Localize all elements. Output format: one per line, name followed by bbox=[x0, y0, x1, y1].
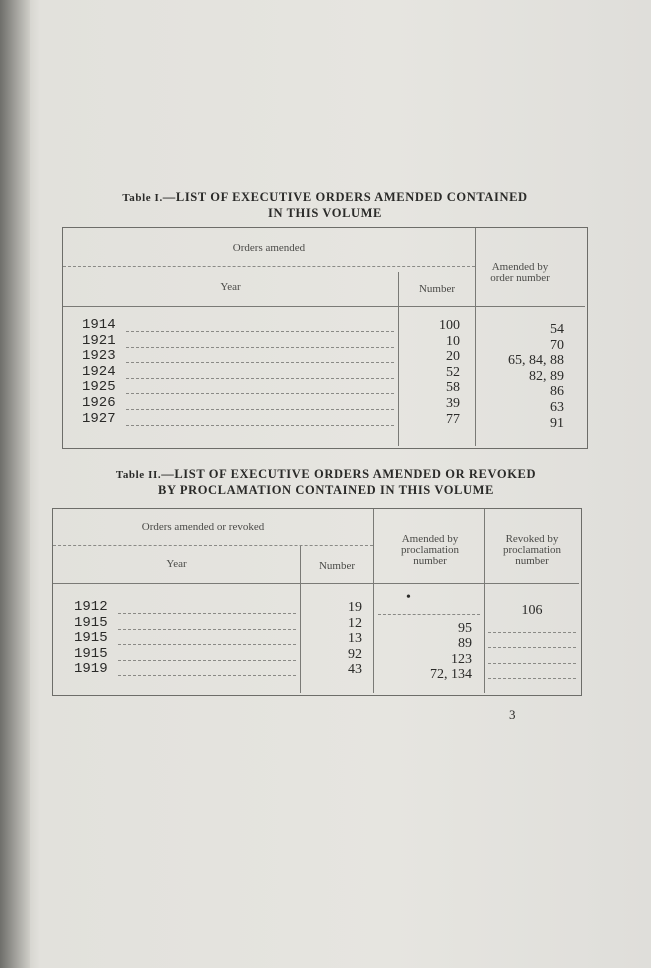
table2-amended-leader bbox=[378, 614, 480, 615]
table1-group-rule bbox=[63, 266, 475, 267]
table1-year-cell: 1924 bbox=[82, 363, 116, 380]
table2-number-cell: 12 bbox=[348, 615, 362, 631]
table2-year-cell: 1915 bbox=[74, 630, 108, 646]
table2-group-header: Orders amended or revoked bbox=[141, 521, 265, 533]
table2-col-amended: Amended by proclamation number bbox=[400, 533, 460, 567]
table2-amended-cell: 89 bbox=[458, 636, 472, 651]
table1-title-line1: —LIST OF EXECUTIVE ORDERS AMENDED CONTAINED bbox=[162, 190, 528, 204]
table2-vline-revoked bbox=[484, 509, 485, 693]
table1-amended-cell: 54 bbox=[550, 322, 564, 337]
table2-year-cell: 1912 bbox=[74, 599, 108, 615]
table2-number-cell: 13 bbox=[348, 631, 362, 646]
table1-header-rule bbox=[63, 306, 585, 307]
table2-leader bbox=[118, 613, 296, 614]
table2-number-cell: 43 bbox=[348, 662, 362, 677]
table1-col-year: Year bbox=[220, 281, 241, 293]
table1-number-cell: 77 bbox=[446, 411, 460, 427]
table1-leader bbox=[126, 347, 394, 348]
table2-revoked-cell: 106 bbox=[521, 603, 543, 618]
table2-title bbox=[56, 467, 596, 498]
page-number: 3 bbox=[509, 707, 516, 722]
table2-revoked-leader bbox=[488, 647, 576, 648]
table1-amended-cell: 82, 89 bbox=[529, 368, 564, 384]
table2-revoked-leader bbox=[488, 663, 576, 664]
table1-leader bbox=[126, 409, 394, 410]
table2-leader bbox=[118, 660, 296, 661]
table2-leader bbox=[118, 644, 296, 645]
table1-title-label: Table I. bbox=[122, 192, 163, 204]
table1-leader bbox=[126, 425, 394, 426]
table2-group-rule bbox=[53, 545, 373, 546]
table2-year-cell: 1915 bbox=[74, 645, 108, 662]
table2-amended-cell: 123 bbox=[451, 651, 472, 667]
table1-col-amended: Amended by order number bbox=[490, 261, 550, 284]
table1-amended-cell: 70 bbox=[550, 337, 564, 353]
table2-header-rule bbox=[53, 583, 579, 584]
table2-vline-amended bbox=[373, 509, 374, 693]
table2-revoked-leader bbox=[488, 632, 576, 633]
table1-year-cell: 1921 bbox=[82, 332, 116, 349]
table1-number-cell: 10 bbox=[446, 333, 460, 349]
table1-year-cell: 1926 bbox=[82, 395, 116, 411]
table2-col-revoked: Revoked by proclamation number bbox=[502, 533, 562, 567]
table1-year-cell: 1914 bbox=[82, 317, 116, 333]
table1-vline-number bbox=[398, 272, 399, 446]
table1-number-cell: 39 bbox=[446, 396, 460, 411]
table1-leader bbox=[126, 393, 394, 394]
table1-leader bbox=[126, 378, 394, 379]
table1-amended-cell: 86 bbox=[550, 384, 564, 400]
table1-amended-cell: 65, 84, 88 bbox=[508, 353, 564, 369]
table2-leader bbox=[118, 629, 296, 630]
table2-amended-cell: 95 bbox=[458, 620, 472, 636]
table2-year-cell: 1919 bbox=[74, 661, 108, 677]
table2-amended-cell: 72, 134 bbox=[430, 667, 472, 682]
table1-number-cell: 100 bbox=[439, 318, 460, 333]
table1-year-cell: 1925 bbox=[82, 379, 116, 396]
table1-number-cell: 58 bbox=[446, 380, 460, 396]
table1-year-cell: 1923 bbox=[82, 348, 116, 365]
table1-vline-amended bbox=[475, 228, 476, 446]
table1-year-cell: 1927 bbox=[82, 410, 116, 427]
table2-revoked-leader bbox=[488, 678, 576, 679]
table2-title-line1: —LIST OF EXECUTIVE ORDERS AMENDED OR REVOKED bbox=[161, 467, 537, 481]
table2-year-cell: 1915 bbox=[74, 614, 108, 631]
table1-amended-cell: 91 bbox=[550, 415, 564, 431]
table1-title-line2: IN THIS VOLUME bbox=[268, 206, 382, 220]
table2-title-label: Table II. bbox=[115, 469, 162, 481]
table1-group-header: Orders amended bbox=[232, 242, 306, 254]
book-spine bbox=[0, 0, 30, 968]
table2-col-number: Number bbox=[318, 560, 356, 572]
table2-dot-mark: • bbox=[406, 590, 411, 605]
table1-title bbox=[60, 190, 590, 221]
table2-number-cell: 92 bbox=[348, 646, 362, 662]
table1-number-cell: 52 bbox=[446, 364, 460, 380]
table2-leader bbox=[118, 675, 296, 676]
table1-col-number: Number bbox=[418, 283, 456, 295]
table2-number-cell: 19 bbox=[348, 600, 362, 615]
table2-title-line2: BY PROCLAMATION CONTAINED IN THIS VOLUME bbox=[158, 483, 494, 497]
table1-number-cell: 20 bbox=[446, 349, 460, 365]
table1-leader bbox=[126, 362, 394, 363]
table1-leader bbox=[126, 331, 394, 332]
table2-col-year: Year bbox=[166, 558, 187, 570]
table1-amended-cell: 63 bbox=[550, 400, 564, 415]
